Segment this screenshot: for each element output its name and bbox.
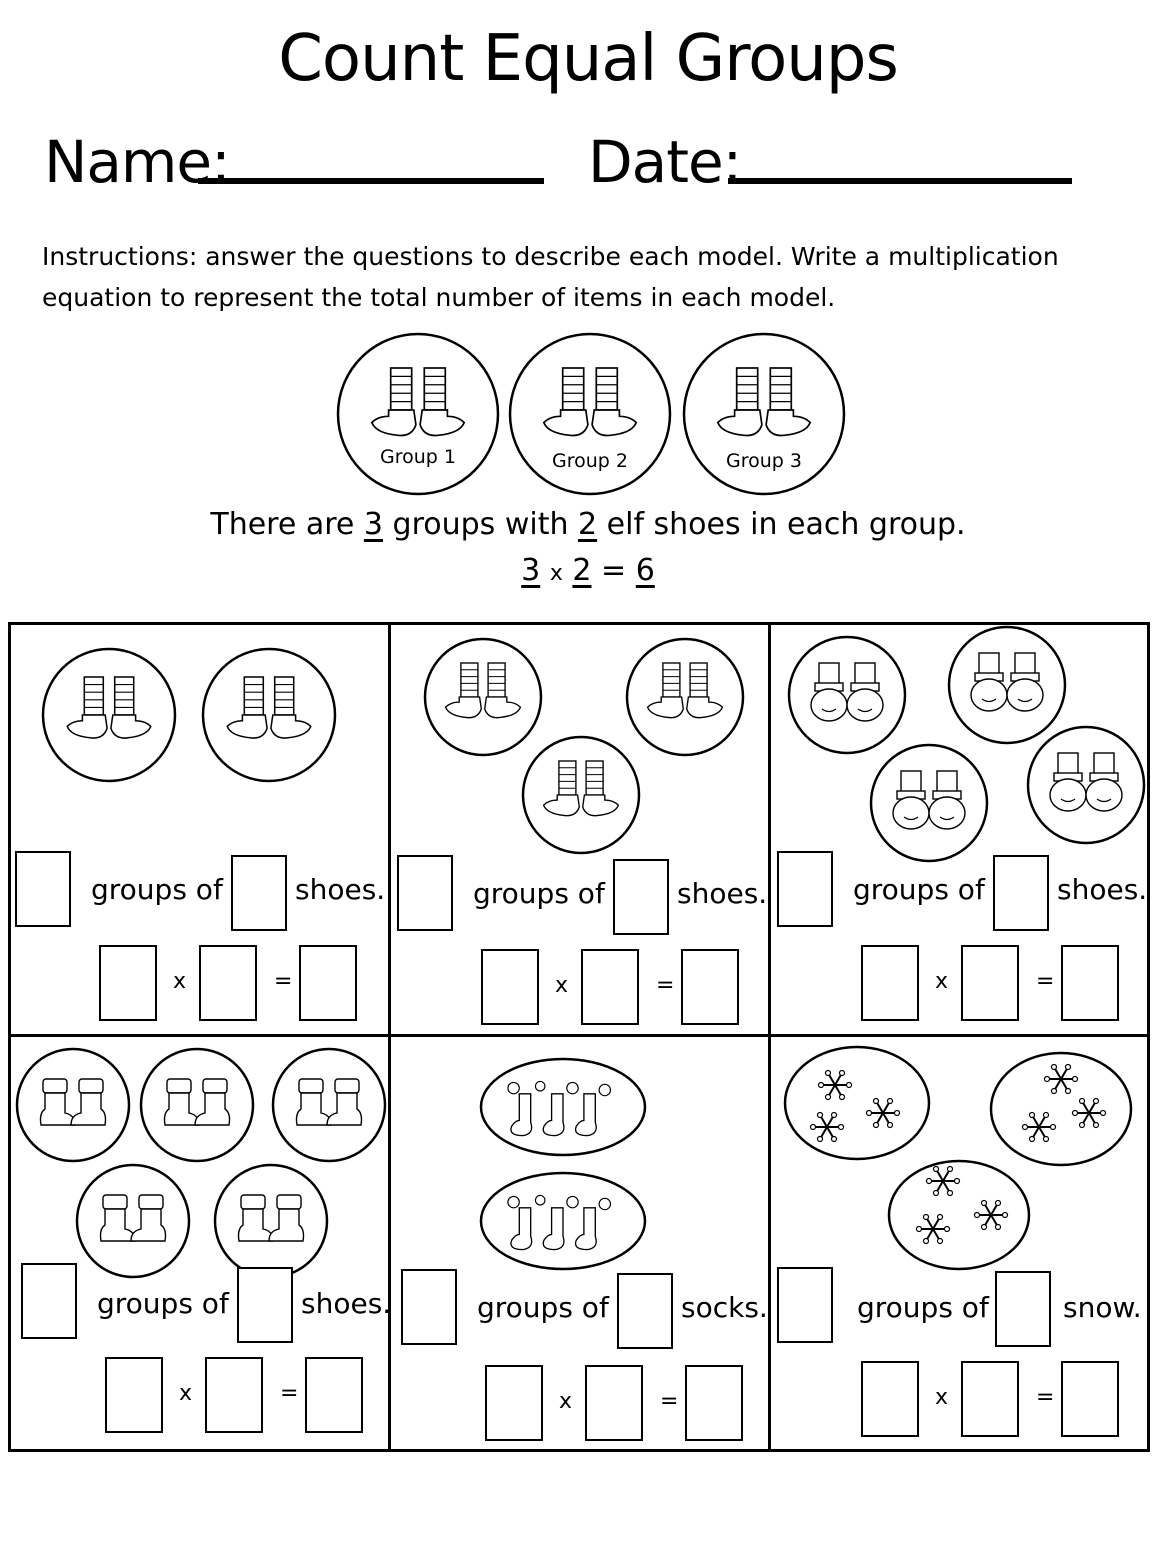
p4-noun: shoes. (301, 1287, 392, 1320)
example-sentence-mid: groups with (383, 507, 579, 542)
problem-4 (11, 1037, 391, 1449)
p3-noun: shoes. (1057, 873, 1148, 906)
p5-groups-box[interactable] (401, 1269, 457, 1345)
p4-group-2 (141, 1049, 253, 1161)
p6-factor-1-box[interactable] (861, 1361, 919, 1437)
p4-times: x (179, 1381, 193, 1406)
p1-groups-of: groups of (91, 873, 223, 906)
p5-factor-2-box[interactable] (585, 1365, 643, 1441)
p6-group-2 (991, 1053, 1131, 1165)
problem-3-model (771, 625, 1148, 865)
p2-groups-of: groups of (473, 877, 605, 910)
p2-factor-2-box[interactable] (581, 949, 639, 1025)
p6-group-1 (785, 1047, 929, 1159)
problem-1 (11, 625, 391, 1037)
p1-equals: = (274, 969, 293, 994)
p3-group-1 (789, 637, 905, 753)
date-line[interactable] (728, 178, 1072, 184)
p6-groups-box[interactable] (777, 1267, 833, 1343)
problem-4-model (11, 1037, 388, 1267)
example-equation (0, 553, 1176, 588)
p1-noun: shoes. (295, 873, 386, 906)
p3-group-2 (949, 627, 1065, 743)
example-product: 6 (635, 553, 655, 588)
p5-groups-of: groups of (477, 1291, 609, 1324)
p3-groups-box[interactable] (777, 851, 833, 927)
p6-product-box[interactable] (1061, 1361, 1119, 1437)
p3-groups-of: groups of (853, 873, 985, 906)
p4-factor-2-box[interactable] (205, 1357, 263, 1433)
problem-1-model (11, 625, 388, 845)
p6-times: x (935, 1385, 949, 1410)
problem-grid (8, 622, 1150, 1452)
example-equals: = (601, 553, 627, 588)
p5-items-box[interactable] (617, 1273, 673, 1349)
p3-items-box[interactable] (993, 855, 1049, 931)
group-label-2: Group 2 (552, 450, 628, 472)
p5-factor-1-box[interactable] (485, 1365, 543, 1441)
instructions: Instructions: answer the questions to describe each model. Write a multiplication equation to represent the total number of items in each model. (42, 242, 1059, 312)
example-group-1-circle (338, 334, 498, 494)
p1-groups-box[interactable] (15, 851, 71, 927)
example-factor-1: 3 (521, 553, 541, 588)
p2-product-box[interactable] (681, 949, 739, 1025)
p2-times: x (555, 973, 569, 998)
p2-noun: shoes. (677, 877, 768, 910)
p4-group-3 (273, 1049, 385, 1161)
p5-noun: socks. (681, 1291, 768, 1324)
group-label-1: Group 1 (380, 446, 456, 468)
problem-6-model (771, 1037, 1148, 1277)
p3-factor-1-box[interactable] (861, 945, 919, 1021)
p4-group-4 (77, 1165, 189, 1277)
p1-product-box[interactable] (299, 945, 357, 1021)
p3-factor-2-box[interactable] (961, 945, 1019, 1021)
name-line[interactable] (198, 178, 544, 184)
p4-equals: = (280, 1381, 299, 1406)
p6-group-3 (889, 1161, 1029, 1269)
p3-times: x (935, 969, 949, 994)
p6-equals: = (1036, 1385, 1055, 1410)
name-label: Name: (44, 128, 230, 196)
p5-group-1 (481, 1059, 645, 1155)
problem-2 (391, 625, 771, 1037)
p4-items-box[interactable] (237, 1267, 293, 1343)
p6-groups-of: groups of (857, 1291, 989, 1324)
p2-group-3 (523, 737, 639, 853)
p4-factor-1-box[interactable] (105, 1357, 163, 1433)
p4-groups-box[interactable] (21, 1263, 77, 1339)
p6-items-box[interactable] (995, 1271, 1051, 1347)
p4-groups-of: groups of (97, 1287, 229, 1320)
p4-product-box[interactable] (305, 1357, 363, 1433)
p2-factor-1-box[interactable] (481, 949, 539, 1025)
example-model (336, 332, 850, 496)
p2-items-box[interactable] (613, 859, 669, 935)
p1-factor-1-box[interactable] (99, 945, 157, 1021)
group-label-3: Group 3 (726, 450, 802, 472)
problem-3 (771, 625, 1147, 1037)
problem-5-model (391, 1037, 768, 1267)
p3-equals: = (1036, 969, 1055, 994)
p4-group-1 (17, 1049, 129, 1161)
p1-items-box[interactable] (231, 855, 287, 931)
example-groups-value: 3 (363, 507, 383, 542)
p1-group-2 (203, 649, 335, 781)
p3-product-box[interactable] (1061, 945, 1119, 1021)
example-sentence-pre: There are (210, 507, 364, 542)
p5-times: x (559, 1389, 573, 1414)
problem-2-model (391, 625, 768, 845)
problem-6 (771, 1037, 1147, 1449)
p5-equals: = (660, 1389, 679, 1414)
p2-equals: = (656, 973, 675, 998)
p6-noun: snow. (1063, 1291, 1142, 1324)
example-items-value: 2 (578, 507, 598, 542)
p5-product-box[interactable] (685, 1365, 743, 1441)
p2-groups-box[interactable] (397, 855, 453, 931)
example-factor-2: 2 (572, 553, 592, 588)
example-sentence-post: elf shoes in each group. (597, 507, 966, 542)
p6-factor-2-box[interactable] (961, 1361, 1019, 1437)
p4-group-5 (215, 1165, 327, 1277)
example-sentence (0, 507, 1176, 542)
p1-group-1 (43, 649, 175, 781)
date-label: Date: (588, 128, 742, 196)
p1-factor-2-box[interactable] (199, 945, 257, 1021)
p1-times: x (173, 969, 187, 994)
p2-group-1 (425, 639, 541, 755)
page-title: Count Equal Groups (278, 22, 898, 96)
p5-group-2 (481, 1173, 645, 1269)
example-times: x (549, 561, 563, 586)
p3-group-4 (1028, 727, 1144, 843)
p3-group-3 (871, 745, 987, 861)
problem-5 (391, 1037, 771, 1449)
p2-group-2 (627, 639, 743, 755)
